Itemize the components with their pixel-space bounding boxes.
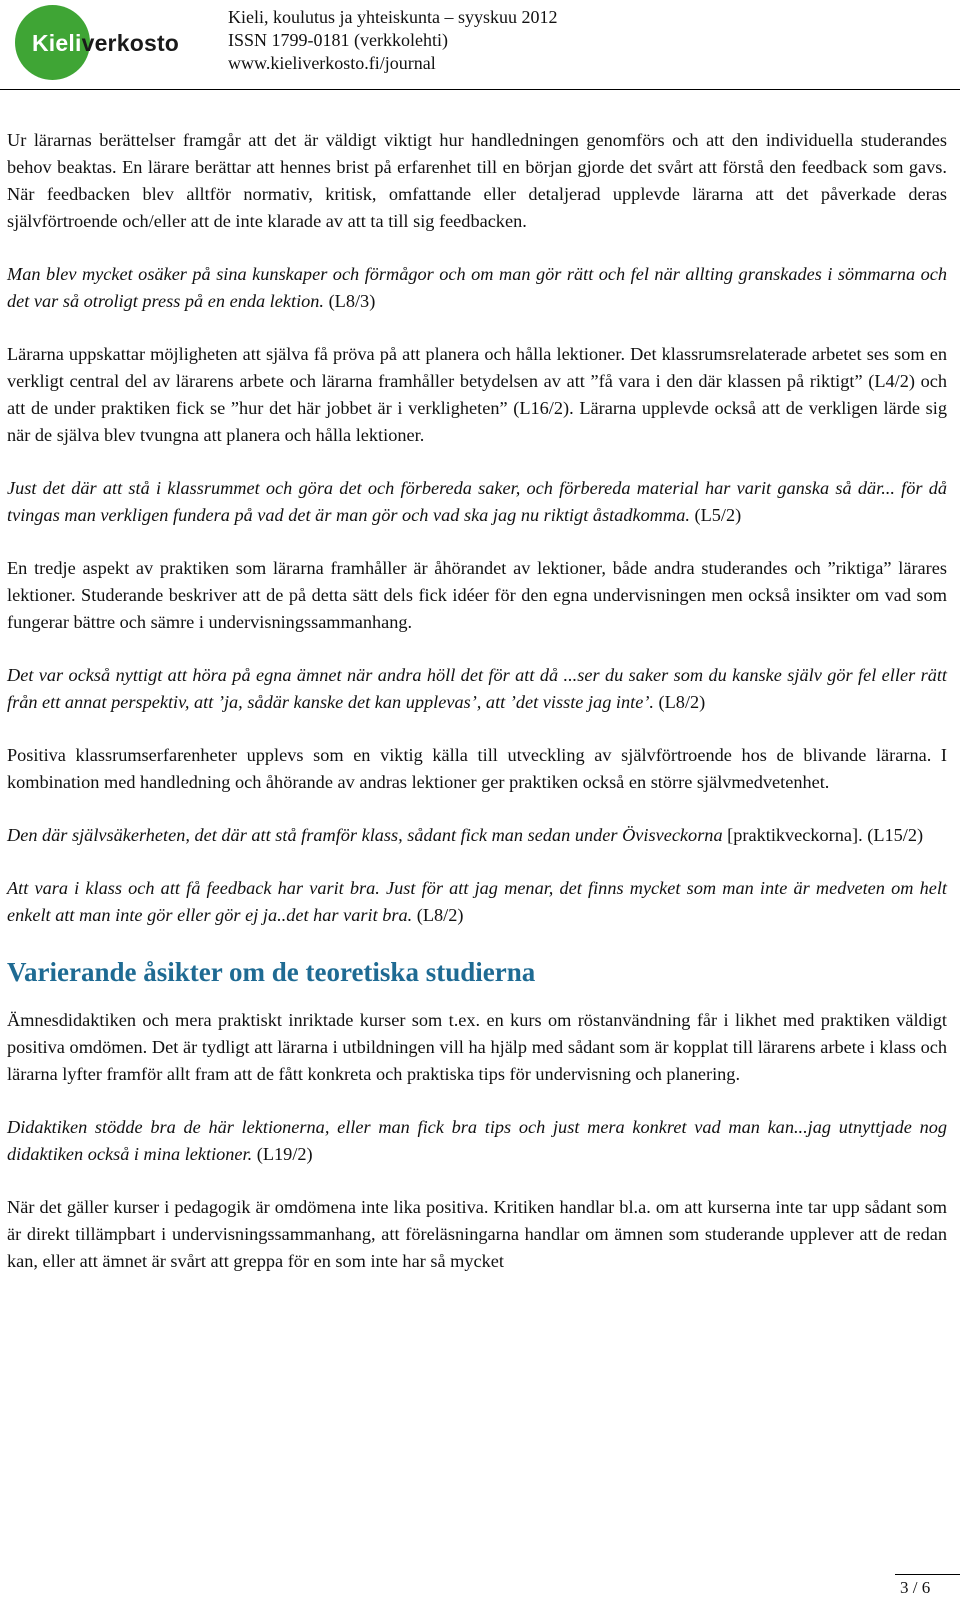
quote-block	[7, 875, 947, 929]
journal-url[interactable]: www.kieliverkosto.fi/journal	[228, 53, 436, 73]
journal-info	[228, 6, 557, 75]
quote-block	[7, 475, 947, 529]
journal-title: Kieli, koulutus ja yhteiskunta – syyskuu 2012	[228, 7, 558, 27]
quote-block	[7, 822, 947, 849]
logo-text-verkosto: verkosto	[81, 30, 180, 56]
quote-reference: (L8/3)	[324, 291, 376, 311]
footer-divider	[895, 1574, 960, 1575]
quote-text: Didaktiken stödde bra de här lektionerna, eller man fick bra tips och just mera konkret vad man kan...jag utnyttjade nog didaktiken också i mina lektioner.	[7, 1117, 947, 1164]
page-header	[0, 0, 960, 95]
quote-block	[7, 1114, 947, 1168]
quote-block	[7, 662, 947, 716]
quote-block	[7, 261, 947, 315]
section-heading: Varierande åsikter om de teoretiska studierna	[7, 957, 536, 987]
quote-text: Just det där att stå i klassrummet och göra det och förbereda saker, och förbereda material har varit ganska så där... för då tvingas man verkligen fundera på vad det är man gör och vad ska jag nu riktigt åstadkomma.	[7, 478, 947, 525]
quote-reference: [praktikveckorna]. (L15/2)	[722, 825, 924, 845]
quote-reference: (L8/2)	[653, 692, 706, 712]
paragraph: En tredje aspekt av praktiken som lärarna framhåller är åhörandet av lektioner, både andra studerandes och ”riktiga” lärares lektioner. Studerande beskriver att de på detta sätt dels fick idéer för den egna undervisningen men också insikter om vad som fungerar bättre och sämre i undervisningssammanhang.	[7, 558, 947, 632]
paragraph: När det gäller kurser i pedagogik är omdömena inte lika positiva. Kritiken handlar bl.a. om att kurserna inte tar upp sådant som är direkt tillämpbart i undervisningssammanhang, att föreläsningarna handlar om ämnen som studerande upplever att de redan kan, eller att ämnet är svårt att greppa för en som inte har så mycket	[7, 1197, 947, 1271]
journal-issn: ISSN 1799-0181 (verkkolehti)	[228, 30, 448, 50]
quote-reference: (L19/2)	[252, 1144, 313, 1164]
paragraph: Lärarna uppskattar möjligheten att själva få pröva på att planera och hålla lektioner. Det klassrumsrelaterade arbetet ses som en verkligt central del av lärarens arbete och lärarna framhåller betydelsen av att ”få vara i den där klassen på riktigt” (L4/2) och att de under praktiken fick se ”hur det här jobbet är i verkligheten” (L16/2). Lärarna upplevde också att de verkligen lärde sig när de själva blev tvungna att planera och hålla lektioner.	[7, 344, 947, 445]
page-number: 3 / 6	[900, 1578, 931, 1597]
quote-text: Man blev mycket osäker på sina kunskaper och förmågor och om man gör rätt och fel när allting granskades i sömmarna och det var så otroligt press på en enda lektion.	[7, 264, 947, 311]
quote-reference: (L5/2)	[689, 505, 742, 525]
paragraph: Ämnesdidaktiken och mera praktiskt inriktade kurser som t.ex. en kurs om röstanvändning får i likhet med praktiken väldigt positiva omdömen. Det är tydligt att lärarna i utbildningen vill ha hjälp med sådant som är kopplat till lärarens arbete i klass och lärarna lyfter framför allt fram att de fått konkreta och praktiska tips för undervisning och planering.	[7, 1010, 947, 1084]
paragraph: Ur lärarnas berättelser framgår att det är väldigt viktigt hur handledningen genomförs och att den individuella studerandes behov beaktas. En lärare berättar att hennes brist på erfarenhet till en början gjorde det svårt att förstå den feedback som gavs. När feedbacken blev alltför normativ, kritisk, omfattande eller detaljerad upplevde lärarna att det påverkade deras självförtroende och/eller att de inte klarade av att ta till sig feedbacken.	[7, 130, 947, 231]
quote-text: Att vara i klass och att få feedback har varit bra. Just för att jag menar, det finns mycket som man inte är medveten om helt enkelt att man inte gör eller gör ej ja..det har varit bra.	[7, 878, 947, 925]
logo-wordmark	[32, 30, 179, 57]
quote-text: Det var också nyttigt att höra på egna ämnet när andra höll det för att då ...ser du saker som du kanske själv gör fel eller rätt från ett annat perspektiv, att ’ja, sådär kanske det kan upplevas’, att ’det visste jag inte’.	[7, 665, 947, 712]
article-body	[7, 127, 947, 1301]
quote-text: Den där självsäkerheten, det där att stå framför klass, sådant fick man sedan under Övisveckorna	[7, 825, 723, 845]
quote-reference: (L8/2)	[412, 905, 464, 925]
paragraph: Positiva klassrumserfarenheter upplevs som en viktig källa till utveckling av självförtroende hos de blivande lärarna. I kombination med handledning och åhörande av andras lektioner ger praktiken också en större självmedvetenhet.	[7, 745, 947, 792]
header-divider	[0, 89, 960, 90]
logo-text-kieli: Kieli	[32, 30, 82, 56]
